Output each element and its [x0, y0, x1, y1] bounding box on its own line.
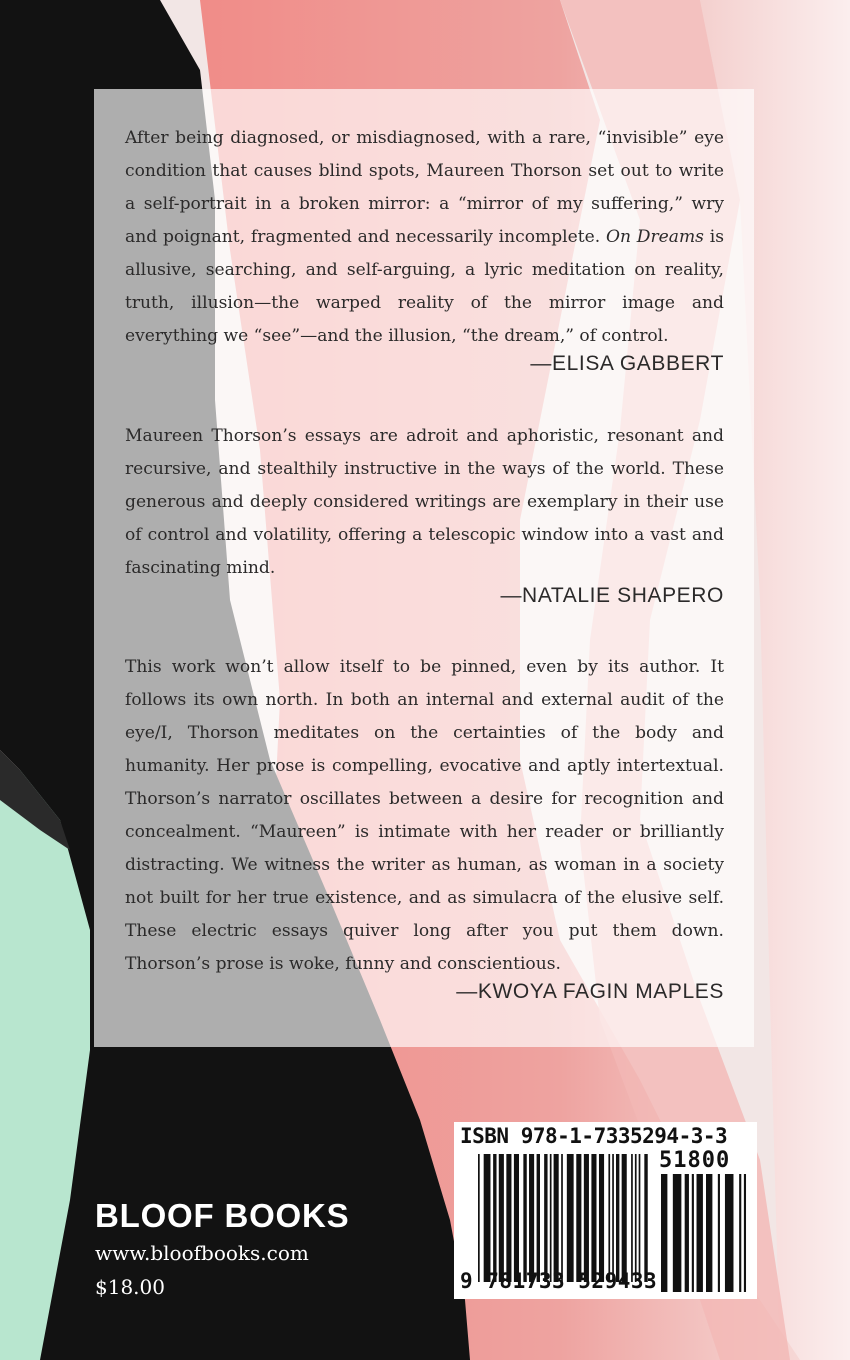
barcode-bar: [561, 1154, 563, 1282]
barcode-bar: [692, 1174, 694, 1292]
barcode-bar: [631, 1154, 633, 1282]
barcode-bar: [591, 1154, 596, 1282]
barcode-bar: [608, 1154, 610, 1282]
barcode-bar: [661, 1174, 667, 1292]
barcode-bar: [622, 1154, 627, 1282]
barcode-main-bars: [478, 1154, 650, 1282]
attribution-elisa-gabbert: —ELISA GABBERT: [530, 352, 724, 375]
barcode-bar: [576, 1154, 581, 1282]
barcode-bar: [554, 1154, 559, 1282]
publisher-website[interactable]: www.bloofbooks.com: [95, 1241, 309, 1265]
barcode-bar: [706, 1174, 712, 1292]
barcode-bar: [639, 1154, 641, 1282]
barcode-bar: [616, 1154, 619, 1282]
barcode-bar: [725, 1174, 734, 1292]
blurb-text: is allusive, searching, and self-arguing, a lyric meditation on reality, truth, illusion—the warped reality of the mirror image and everything we “see”—and the illusion, “the dream,” of control.: [125, 227, 724, 346]
barcode-bar: [550, 1154, 552, 1282]
barcode-bar: [744, 1174, 746, 1292]
barcode-bar: [514, 1154, 519, 1282]
barcode-bar: [544, 1154, 547, 1282]
barcode-bar: [478, 1154, 480, 1282]
barcode-bar: [523, 1154, 526, 1282]
barcode-bar: [499, 1154, 504, 1282]
blurb-panel: [94, 89, 754, 1047]
barcode-bar: [612, 1154, 614, 1282]
barcode-bar: [537, 1154, 540, 1282]
barcode: [454, 1122, 757, 1299]
blurb-natalie-shapero: Maureen Thorson’s essays are adroit and aphoristic, resonant and recursive, and stealthily instructive in the ways of the world. These generous and deeply considered writings are exemplary in their use of control and volatility, offering a telescopic window into a vast and fascinating mind.: [125, 426, 724, 578]
publisher-name: BLOOF BOOKS: [95, 1197, 350, 1234]
attribution-natalie-shapero: —NATALIE SHAPERO: [500, 584, 724, 607]
barcode-bar: [567, 1154, 574, 1282]
barcode-addon-bars: [661, 1174, 751, 1292]
attribution-kwoya-fagin-maples: —KWOYA FAGIN MAPLES: [456, 980, 724, 1003]
blurb-text: After being diagnosed, or misdiagnosed, with a rare, “invisible” eye condition that causes blind spots, Maureen Thorson set out to write a self-portrait in a broken mirror: a “mirror of my suffering,” wry and poignant, fragmented and necessarily incomplete.: [125, 128, 724, 247]
blurb-elisa-gabbert: [125, 122, 724, 353]
barcode-bar: [506, 1154, 511, 1282]
barcode-bar: [644, 1154, 647, 1282]
price: $18.00: [95, 1275, 165, 1299]
barcode-bar: [484, 1154, 491, 1282]
barcode-ean-number: 9 781733 529433: [460, 1269, 658, 1293]
blurb-kwoya-fagin-maples: This work won’t allow itself to be pinned, even by its author. It follows its own north. In both an internal and external audit of the eye/I, Thorson meditates on the certainties of the body and humanity. Her prose is compelling, evocative and aptly intertextual. Thorson’s narrator oscillates between a desire for recognition and concealment. “Maureen” is intimate with her reader or brilliantly distracting. We witness the writer as human, as woman in a society not built for her true existence, and as simulacra of the elusive self. These electric essays quiver long after you put them down. Thorson’s prose is woke, funny and conscientious.: [125, 657, 724, 974]
isbn-label: ISBN 978-1-7335294-3-3: [460, 1124, 728, 1148]
barcode-bar: [685, 1174, 689, 1292]
barcode-bar: [529, 1154, 534, 1282]
barcode-bar: [599, 1154, 604, 1282]
barcode-bar: [584, 1154, 589, 1282]
barcode-bar: [697, 1174, 703, 1292]
book-title-italic: On Dreams: [605, 227, 704, 247]
barcode-bar: [635, 1154, 637, 1282]
barcode-bar: [718, 1174, 720, 1292]
barcode-bar: [739, 1174, 741, 1292]
barcode-addon-number: 51800: [659, 1148, 731, 1173]
barcode-bar: [673, 1174, 682, 1292]
barcode-bar: [493, 1154, 496, 1282]
